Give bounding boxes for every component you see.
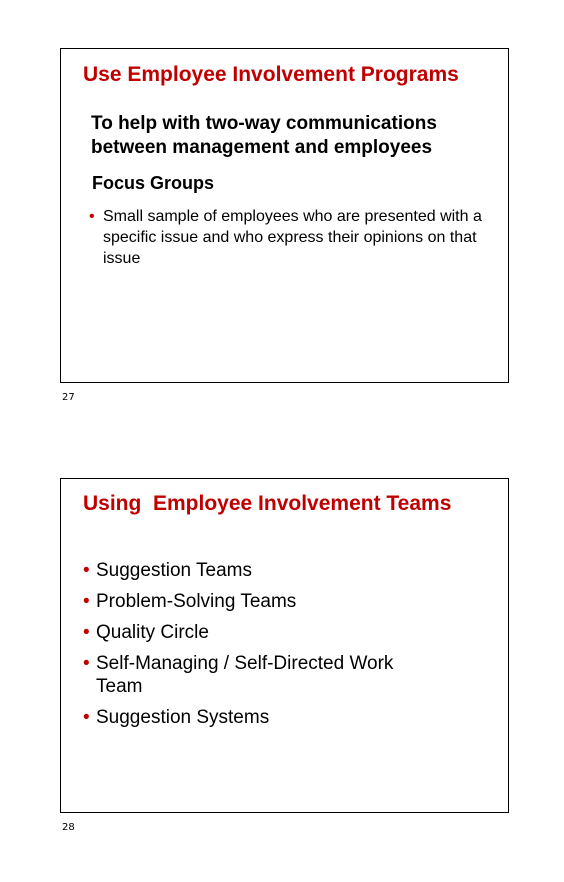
bullet-text: Suggestion Systems: [96, 707, 270, 728]
bullet-dot-icon: •: [83, 653, 90, 674]
bullet-item: [89, 206, 484, 269]
bullet-list: [83, 559, 423, 737]
bullet-list: [89, 206, 484, 269]
bullet-text: Quality Circle: [96, 622, 209, 643]
bullet-item: [83, 706, 423, 729]
bullet-item: [83, 621, 423, 644]
bullet-text: Suggestion Teams: [96, 560, 252, 581]
bullet-dot-icon: •: [83, 591, 90, 612]
page-number: 27: [62, 392, 75, 403]
page-number: 28: [62, 822, 75, 833]
bullet-item: [83, 590, 423, 613]
bullet-dot-icon: •: [83, 622, 90, 643]
slide-28: [60, 478, 509, 813]
slide-title: Using Employee Involvement Teams: [83, 492, 452, 515]
slide-title: Use Employee Involvement Programs: [83, 63, 459, 86]
bullet-dot-icon: •: [89, 208, 95, 225]
section-heading: Focus Groups: [92, 173, 215, 193]
slide-subtitle: To help with two-way communications between management and employees: [91, 113, 437, 158]
bullet-dot-icon: •: [83, 707, 90, 728]
bullet-text: Problem-Solving Teams: [96, 591, 297, 612]
bullet-item: [83, 652, 423, 698]
bullet-text: Self-Managing / Self-Directed Work Team: [96, 653, 394, 697]
bullet-text: Small sample of employees who are presented with a specific issue and who express their opinions on that issue: [103, 208, 482, 267]
slide-27: [60, 48, 509, 383]
bullet-item: [83, 559, 423, 582]
bullet-dot-icon: •: [83, 560, 90, 581]
